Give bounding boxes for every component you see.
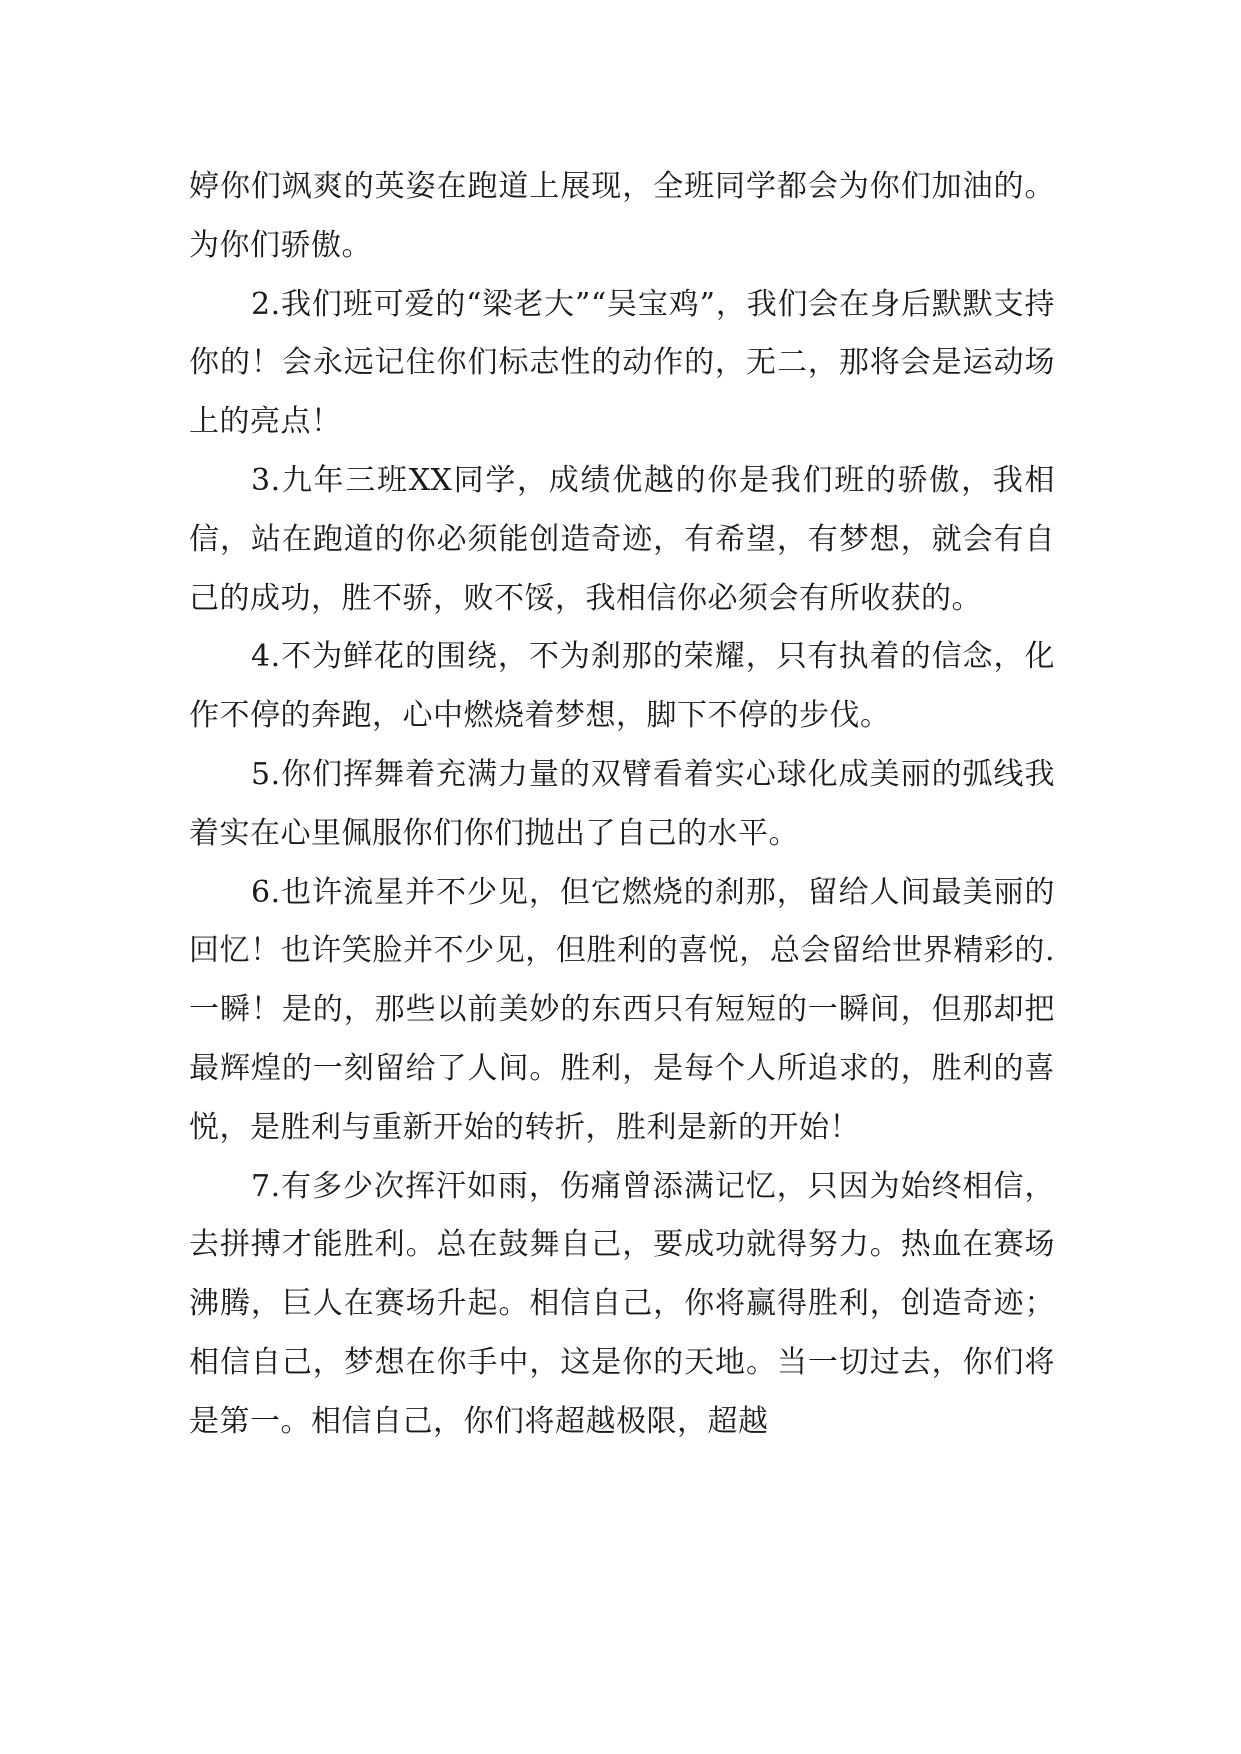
document-body [189,158,1055,1452]
paragraph-item-7: 7.有多少次挥汗如雨，伤痛曾添满记忆，只因为始终相信，去拼搏才能胜利。总在鼓舞自己，要成功就得努力。热血在赛场沸腾，巨人在赛场升起。相信自己，你将赢得胜利，创造奇迹；相信自己，梦想在你手中，这是你的天地。当一切过去，你们将是第一。相信自己，你们将超越极限，超越 [189,1168,1055,1439]
paragraph-item-6: 6.也许流星并不少见，但它燃烧的刹那，留给人间最美丽的回忆！也许笑脸并不少见，但胜利的喜悦，总会留给世界精彩的.一瞬！是的，那些以前美妙的东西只有短短的一瞬间，但那却把最辉煌的一刻留给了人间。胜利，是每个人所追求的，胜利的喜悦，是胜利与重新开始的转折，胜利是新的开始！ [189,874,1055,1145]
paragraph-continuation: 婷你们飒爽的英姿在跑道上展现，全班同学都会为你们加油的。为你们骄傲。 [189,169,1055,263]
paragraph-item-4: 4.不为鲜花的围绕，不为刹那的荣耀，只有执着的信念，化作不停的奔跑，心中燃烧着梦想，脚下不停的步伐。 [189,639,1055,734]
paragraph-item-5: 5.你们挥舞着充满力量的双臂看着实心球化成美丽的弧线我着实在心里佩服你们你们抛出了自己的水平。 [189,756,1055,851]
paragraph-item-3: 3.九年三班XX同学，成绩优越的你是我们班的骄傲，我相信，站在跑道的你必须能创造奇迹，有希望，有梦想，就会有自己的成功，胜不骄，败不馁，我相信你必须会有所收获的。 [189,462,1055,616]
paragraph-item-2: 2.我们班可爱的“梁老大”“吴宝鸡”，我们会在身后默默支持你的！会永远记住你们标志性的动作的，无二，那将会是运动场上的亮点！ [189,286,1055,440]
